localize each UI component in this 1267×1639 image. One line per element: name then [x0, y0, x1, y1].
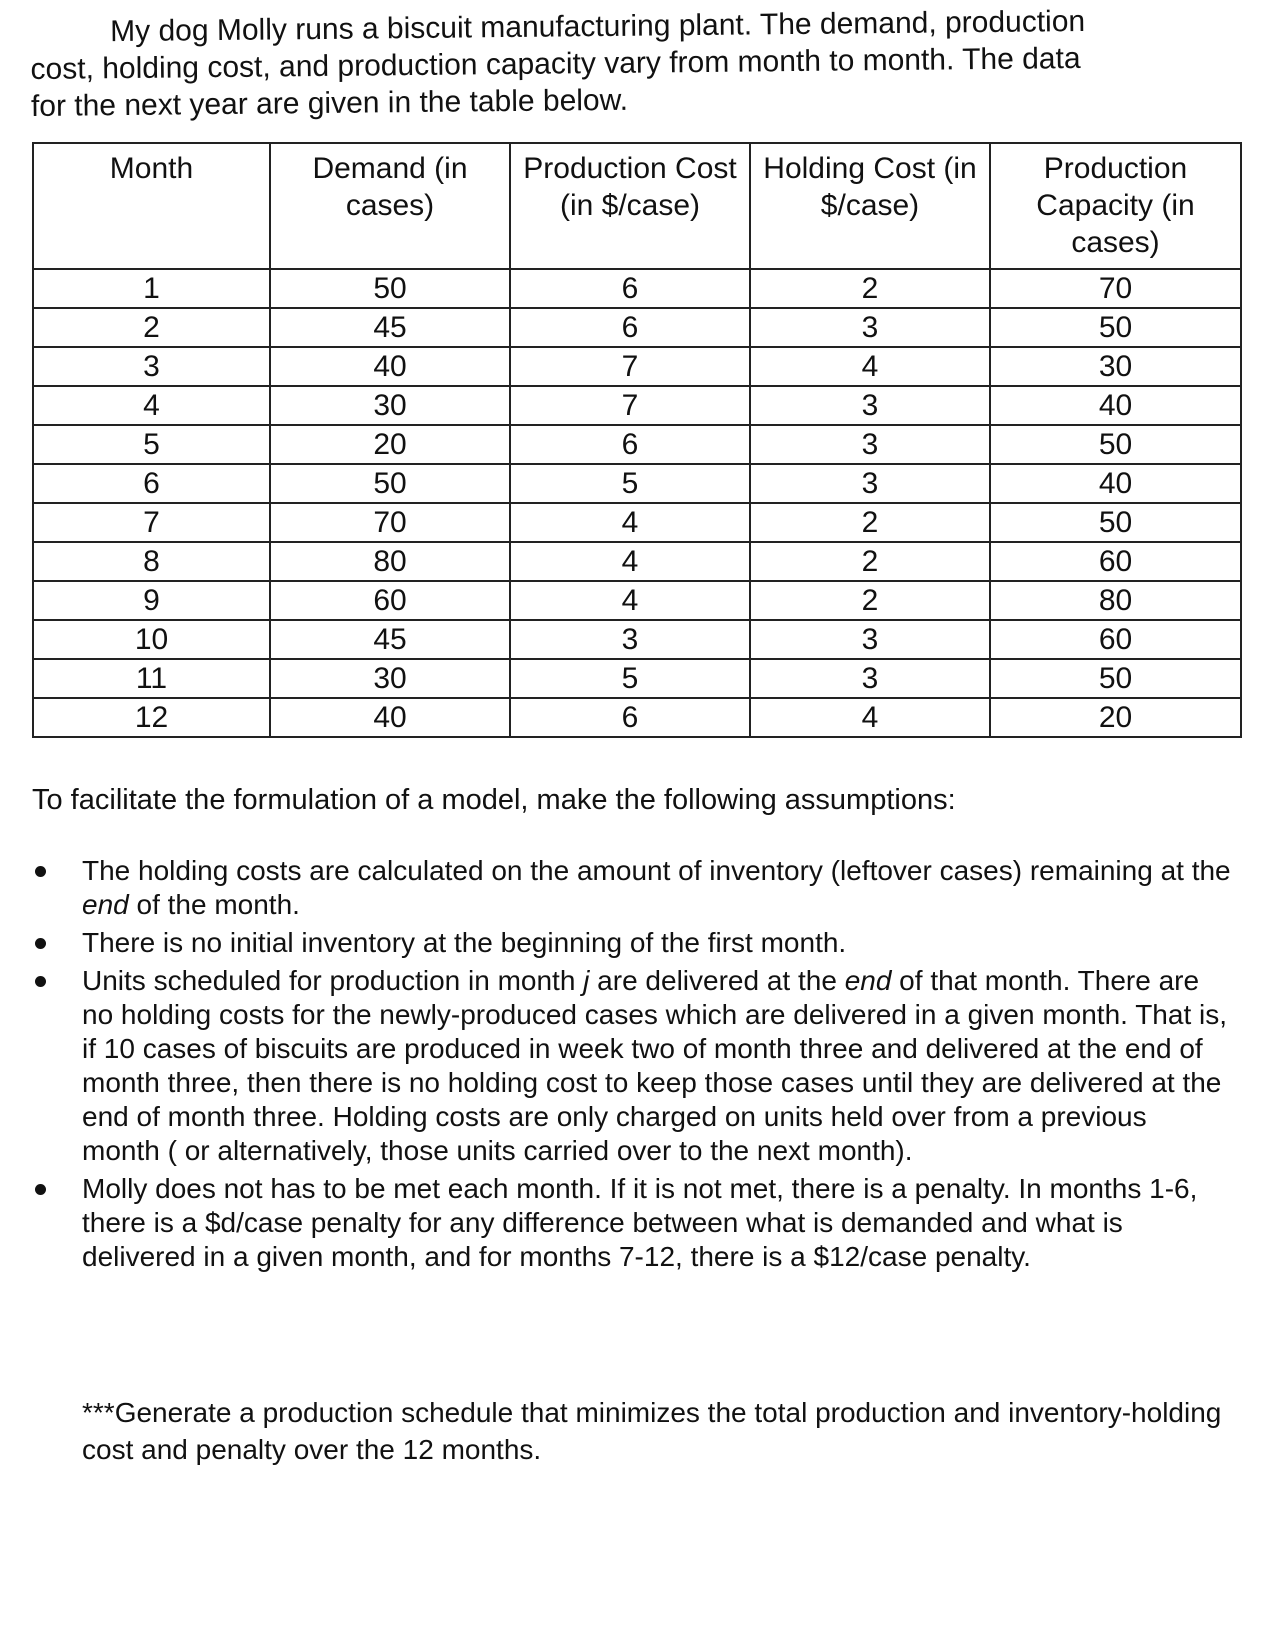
- assumption-emphasis: end: [82, 889, 129, 920]
- assumption-emphasis: end: [844, 965, 892, 996]
- table-row: [33, 581, 1241, 620]
- cell-demand: 50: [270, 269, 510, 308]
- cell-production-cost: 4: [510, 542, 750, 581]
- cell-month: 1: [33, 269, 270, 308]
- cell-production-cost: 6: [510, 425, 750, 464]
- assumption-text: Molly does not has to be met each month. If it is not met, there is a penalty. In months 1-6, there is a $d/case penalty for any difference between what is demanded and what is delivered in a given month, and for months 7-12, there is a $12/case penalty.: [82, 1173, 1198, 1272]
- cell-month: 4: [33, 386, 270, 425]
- cell-production-cost: 4: [510, 503, 750, 542]
- cell-holding-cost: 2: [750, 581, 990, 620]
- cell-month: 8: [33, 542, 270, 581]
- cell-production-cost: 4: [510, 581, 750, 620]
- cell-holding-cost: 2: [750, 269, 990, 308]
- table-header-row: [33, 143, 1241, 269]
- header-demand: Demand (in cases): [270, 143, 510, 269]
- assumptions-list: [32, 854, 1232, 1278]
- list-item: [32, 964, 1232, 1168]
- cell-production-cost: 6: [510, 698, 750, 737]
- assumption-emphasis: j: [583, 965, 590, 996]
- cell-month: 3: [33, 347, 270, 386]
- cell-capacity: 30: [990, 347, 1241, 386]
- header-month: Month: [33, 143, 270, 269]
- cell-capacity: 70: [990, 269, 1241, 308]
- cell-month: 10: [33, 620, 270, 659]
- cell-holding-cost: 4: [750, 347, 990, 386]
- bullet-icon: [35, 866, 46, 877]
- cell-capacity: 50: [990, 659, 1241, 698]
- cell-demand: 50: [270, 464, 510, 503]
- bullet-icon: [35, 1184, 46, 1195]
- assumptions-intro: To facilitate the formulation of a model, make the following assumptions:: [32, 784, 956, 816]
- cell-holding-cost: 3: [750, 620, 990, 659]
- cell-capacity: 50: [990, 308, 1241, 347]
- cell-month: 11: [33, 659, 270, 698]
- cell-capacity: 60: [990, 542, 1241, 581]
- cell-capacity: 50: [990, 503, 1241, 542]
- cell-month: 6: [33, 464, 270, 503]
- cell-capacity: 80: [990, 581, 1241, 620]
- cell-production-cost: 6: [510, 308, 750, 347]
- cell-demand: 45: [270, 308, 510, 347]
- bullet-icon: [35, 938, 46, 949]
- cell-capacity: 50: [990, 425, 1241, 464]
- cell-month: 9: [33, 581, 270, 620]
- cell-production-cost: 5: [510, 659, 750, 698]
- cell-demand: 70: [270, 503, 510, 542]
- list-item: [32, 854, 1232, 922]
- cell-holding-cost: 3: [750, 464, 990, 503]
- cell-capacity: 60: [990, 620, 1241, 659]
- intro-paragraph: [30, 1, 1231, 125]
- table-row: [33, 542, 1241, 581]
- intro-line-1: My dog Molly runs a biscuit manufacturing plant. The demand, production: [110, 4, 1086, 49]
- assumption-text: Units scheduled for production in month: [82, 965, 584, 996]
- cell-holding-cost: 3: [750, 659, 990, 698]
- assumption-text: The holding costs are calculated on the amount of inventory (leftover cases) remaining at the: [82, 855, 1231, 886]
- table-row: [33, 425, 1241, 464]
- table-row: [33, 464, 1241, 503]
- closing-instruction: ***Generate a production schedule that minimizes the total production and inventory-holding cost and penalty over the 12 months.: [82, 1397, 1222, 1465]
- table-row: [33, 308, 1241, 347]
- cell-month: 12: [33, 698, 270, 737]
- table-row: [33, 659, 1241, 698]
- assumption-text: are delivered at the: [589, 965, 845, 996]
- cell-demand: 45: [270, 620, 510, 659]
- cell-production-cost: 3: [510, 620, 750, 659]
- cell-demand: 30: [270, 386, 510, 425]
- cell-capacity: 20: [990, 698, 1241, 737]
- table-row: [33, 698, 1241, 737]
- bullet-icon: [35, 976, 46, 987]
- list-item: [32, 926, 1232, 960]
- cell-holding-cost: 3: [750, 386, 990, 425]
- cell-production-cost: 6: [510, 269, 750, 308]
- cell-holding-cost: 3: [750, 308, 990, 347]
- header-production-capacity: Production Capacity (in cases): [990, 143, 1241, 269]
- cell-production-cost: 7: [510, 347, 750, 386]
- cell-demand: 20: [270, 425, 510, 464]
- cell-month: 2: [33, 308, 270, 347]
- cell-capacity: 40: [990, 464, 1241, 503]
- header-holding-cost: Holding Cost (in $/case): [750, 143, 990, 269]
- cell-holding-cost: 2: [750, 503, 990, 542]
- cell-demand: 30: [270, 659, 510, 698]
- cell-production-cost: 5: [510, 464, 750, 503]
- intro-line-3: for the next year are given in the table below.: [30, 83, 629, 123]
- list-item: [32, 1172, 1232, 1274]
- cell-holding-cost: 2: [750, 542, 990, 581]
- cell-month: 5: [33, 425, 270, 464]
- table-row: [33, 386, 1241, 425]
- cell-month: 7: [33, 503, 270, 542]
- header-production-cost: Production Cost (in $/case): [510, 143, 750, 269]
- assumption-text: of that month. There are no holding costs for the newly-produced cases which are delivered in a given month. That is, if 10 cases of biscuits are produced in week two of month three and delivered at the end of month three, then there is no holding cost to keep those cases until they are delivered at the end of month three. Holding costs are only charged on units held over from a previous month ( or alternatively, those units carried over to the next month).: [82, 965, 1228, 1166]
- cell-holding-cost: 3: [750, 425, 990, 464]
- table-row: [33, 620, 1241, 659]
- cell-demand: 40: [270, 698, 510, 737]
- table-row: [33, 269, 1241, 308]
- cell-demand: 40: [270, 347, 510, 386]
- intro-line-2: cost, holding cost, and production capacity vary from month to month. The data: [30, 42, 1081, 86]
- cell-production-cost: 7: [510, 386, 750, 425]
- production-data-table: [32, 142, 1242, 738]
- assumption-text: There is no initial inventory at the beginning of the first month.: [82, 927, 847, 958]
- cell-demand: 80: [270, 542, 510, 581]
- cell-capacity: 40: [990, 386, 1241, 425]
- cell-demand: 60: [270, 581, 510, 620]
- cell-holding-cost: 4: [750, 698, 990, 737]
- table-row: [33, 503, 1241, 542]
- assumption-text: of the month.: [128, 889, 300, 920]
- table-row: [33, 347, 1241, 386]
